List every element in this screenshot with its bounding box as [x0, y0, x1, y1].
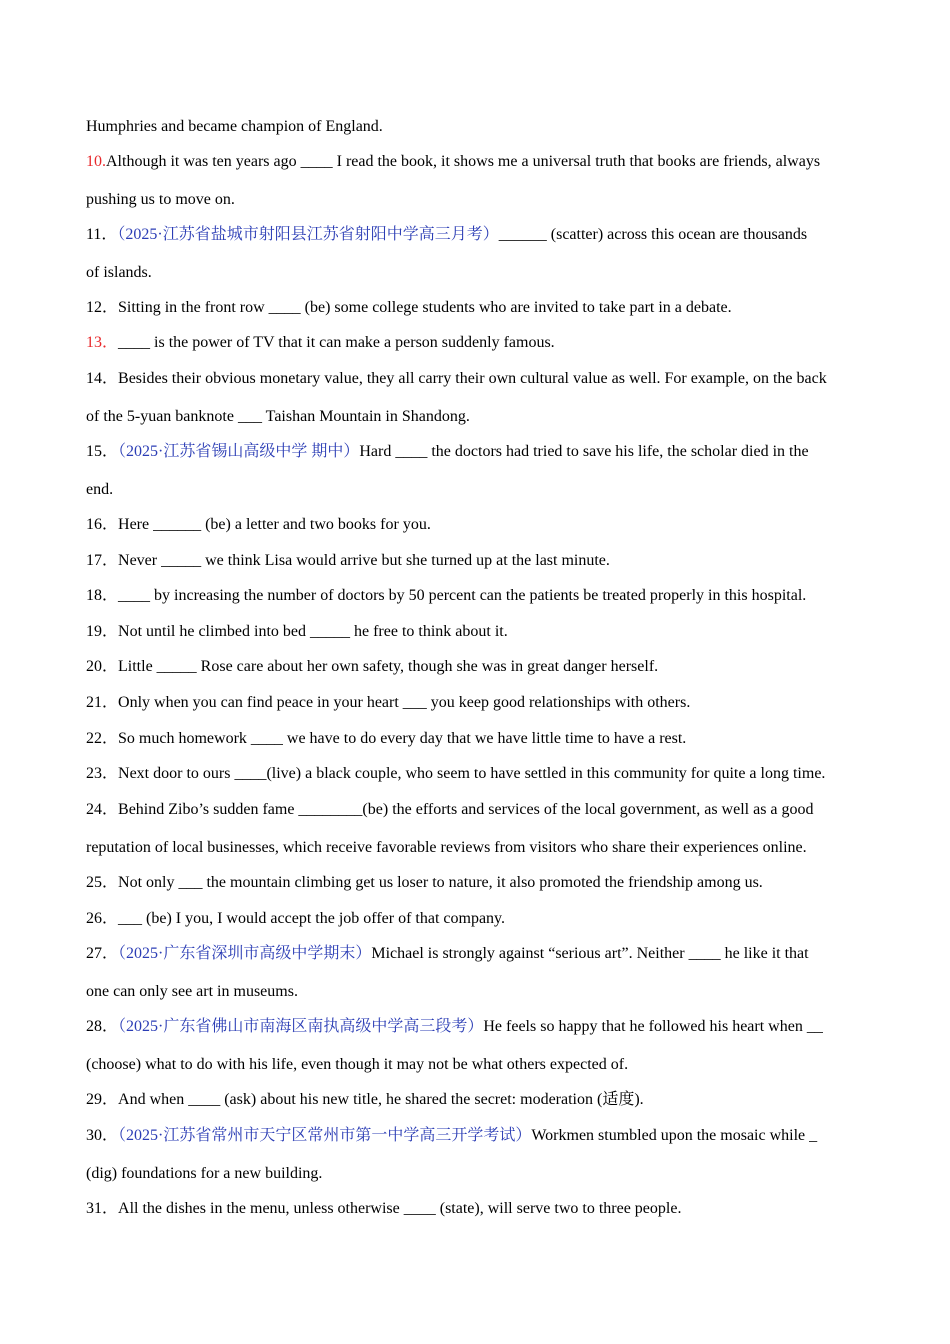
line-text: Humphries and became champion of England. [86, 118, 383, 135]
question-11 [86, 225, 866, 245]
question-text: Little _____ Rose care about her own safety, though she was in great danger herself. [118, 658, 659, 675]
question-text: Only when you can find peace in your heart ___ you keep good relationships with others. [118, 694, 691, 711]
question-15 [86, 442, 866, 462]
line-text: of the 5-yuan banknote ___ Taishan Mountain in Shandong. [86, 408, 470, 425]
question-number: 19． [86, 623, 119, 640]
line-text: end. [86, 481, 114, 498]
question-10 [86, 152, 866, 172]
question-number: 29． [86, 1091, 119, 1108]
line-text: one can only see art in museums. [86, 983, 298, 1000]
question-number: 14． [86, 370, 119, 387]
question-26 [86, 909, 866, 929]
text-line [86, 982, 866, 1002]
question-number: 20． [86, 658, 119, 675]
question-number: 17． [86, 552, 119, 569]
question-number: 21． [86, 694, 119, 711]
question-17 [86, 551, 866, 571]
question-30 [86, 1126, 866, 1146]
question-source: （2025·江苏省锡山高级中学 期中） [118, 443, 360, 460]
question-text: And when ____ (ask) about his new title, he shared the secret: moderation (适度). [118, 1091, 644, 1108]
question-number: 12． [86, 299, 119, 316]
question-12 [86, 298, 866, 318]
question-text: Not until he climbed into bed _____ he free to think about it. [118, 623, 508, 640]
question-text: ____ by increasing the number of doctors by 50 percent can the patients be treated properly in this hospital. [118, 587, 807, 604]
question-text: Sitting in the front row ____ (be) some college students who are invited to take part in a debate. [118, 299, 732, 316]
question-number: 18． [86, 587, 119, 604]
question-27 [86, 944, 866, 964]
line-text: (dig) foundations for a new building. [86, 1165, 323, 1182]
question-18 [86, 586, 866, 606]
line-text: pushing us to move on. [86, 191, 235, 208]
question-text: Workmen stumbled upon the mosaic while _ [531, 1127, 818, 1144]
question-text: Although it was ten years ago ____ I read the book, it shows me a universal truth that books are friends, always [106, 153, 821, 170]
question-24 [86, 800, 866, 820]
question-source: （2025·江苏省常州市天宁区常州市第一中学高三开学考试） [118, 1127, 532, 1144]
question-text: ___ (be) I you, I would accept the job offer of that company. [118, 910, 505, 927]
question-text: All the dishes in the menu, unless otherwise ____ (state), will serve two to three people. [118, 1200, 682, 1217]
text-line [86, 263, 866, 283]
question-29 [86, 1090, 866, 1110]
line-text: (choose) what to do with his life, even though it may not be what others expected of. [86, 1056, 629, 1073]
question-text: ____ is the power of TV that it can make a person suddenly famous. [118, 334, 555, 351]
question-number: 26． [86, 910, 119, 927]
question-19 [86, 622, 866, 642]
question-text: Michael is strongly against “serious art”. Neither ____ he like it that [371, 945, 809, 962]
question-14 [86, 369, 866, 389]
question-source: （2025·广东省佛山市南海区南执高级中学高三段考） [118, 1018, 484, 1035]
question-text: Behind Zibo’s sudden fame ________(be) the efforts and services of the local government, as well as a good [118, 801, 814, 818]
question-text: Besides their obvious monetary value, they all carry their own cultural value as well. For example, on the back [118, 370, 827, 387]
text-line [86, 1055, 866, 1075]
question-text: ______ (scatter) across this ocean are thousands [498, 226, 808, 243]
question-number: 10. [86, 153, 106, 170]
question-source: （2025·广东省深圳市高级中学期末） [118, 945, 372, 962]
text-line [86, 1164, 866, 1184]
text-line [86, 117, 866, 137]
question-number: 13． [86, 334, 119, 351]
question-text: He feels so happy that he followed his heart when __ [483, 1018, 823, 1035]
question-text: Here ______ (be) a letter and two books for you. [118, 516, 431, 533]
question-22 [86, 729, 866, 749]
question-text: Hard ____ the doctors had tried to save his life, the scholar died in the [359, 443, 809, 460]
question-number: 15． [86, 443, 119, 460]
question-13 [86, 333, 866, 353]
question-number: 25． [86, 874, 119, 891]
question-23 [86, 764, 866, 784]
question-source: （2025·江苏省盐城市射阳县江苏省射阳中学高三月考） [117, 226, 499, 243]
text-line [86, 480, 866, 500]
text-line [86, 190, 866, 210]
question-25 [86, 873, 866, 893]
question-number: 27． [86, 945, 119, 962]
question-text: Not only ___ the mountain climbing get us loser to nature, it also promoted the friendship among us. [118, 874, 763, 891]
question-text: Next door to ours ____(live) a black couple, who seem to have settled in this community for quite a long time. [118, 765, 826, 782]
question-16 [86, 515, 866, 535]
text-line [86, 838, 866, 858]
question-number: 22． [86, 730, 119, 747]
question-number: 28． [86, 1018, 119, 1035]
question-number: 23． [86, 765, 119, 782]
question-21 [86, 693, 866, 713]
line-text: reputation of local businesses, which receive favorable reviews from visitors who share their experiences online. [86, 839, 807, 856]
question-31 [86, 1199, 866, 1219]
question-number: 24． [86, 801, 119, 818]
question-number: 30． [86, 1127, 119, 1144]
text-line [86, 407, 866, 427]
question-number: 31． [86, 1200, 119, 1217]
question-text: Never _____ we think Lisa would arrive but she turned up at the last minute. [118, 552, 610, 569]
question-20 [86, 657, 866, 677]
question-28 [86, 1017, 866, 1037]
line-text: of islands. [86, 264, 152, 281]
question-number: 16． [86, 516, 119, 533]
question-text: So much homework ____ we have to do every day that we have little time to have a rest. [118, 730, 687, 747]
question-number: 11． [86, 226, 118, 243]
